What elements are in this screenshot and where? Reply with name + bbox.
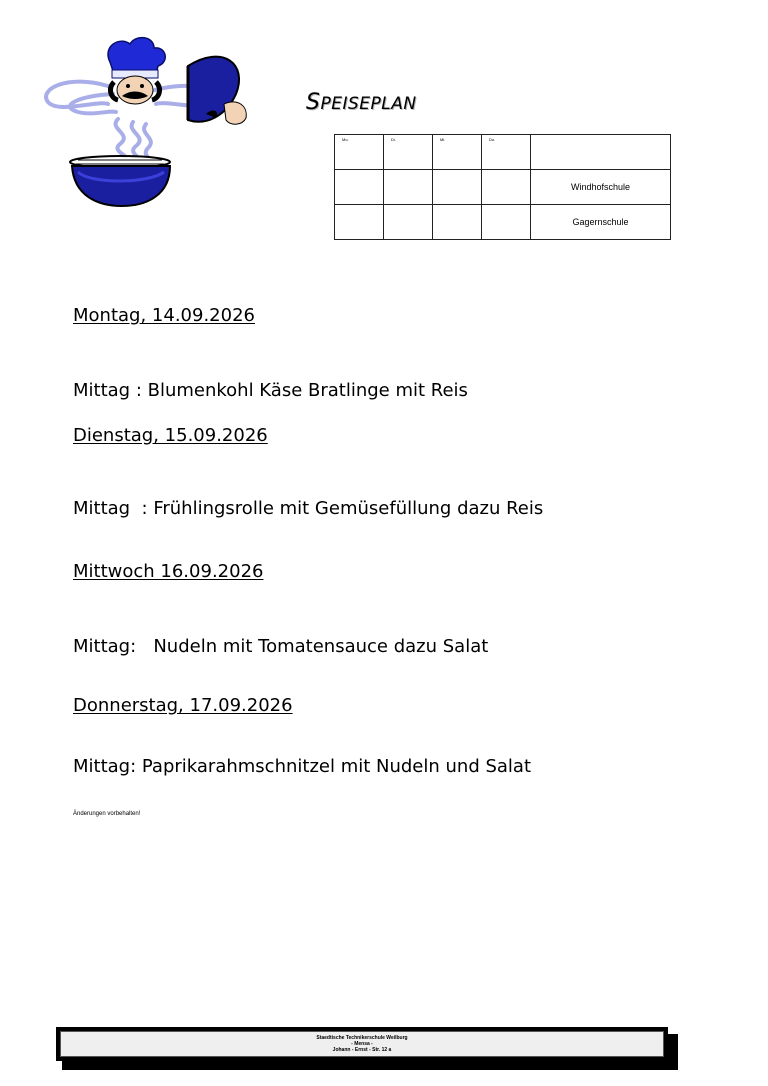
footer-line-school: Staedtische Technikerschule Weilburg — [316, 1035, 408, 1041]
grid-cell — [335, 170, 384, 205]
grid-cell — [433, 205, 482, 240]
changes-note: Änderungen vorbehalten! — [73, 811, 141, 817]
meal-wednesday: Mittag: Nudeln mit Tomatensauce dazu Salat — [73, 636, 489, 657]
grid-day-header: Mo. — [335, 135, 384, 170]
grid-row-windhofschule — [335, 170, 671, 205]
meal-monday: Mittag : Blumenkohl Käse Bratlinge mit Reis — [73, 380, 468, 401]
day-heading-thursday: Donnerstag, 17.09.2026 — [73, 695, 293, 716]
grid-cell — [482, 205, 531, 240]
grid-day-header: Di. — [384, 135, 433, 170]
schedule-grid — [334, 134, 671, 240]
footer-box — [56, 1027, 668, 1061]
grid-cell — [384, 170, 433, 205]
grid-row-gagernschule — [335, 205, 671, 240]
footer-line-mensa: - Mensa - — [351, 1041, 373, 1047]
footer-line-address: Johann - Ernst - Str. 12 a — [332, 1047, 392, 1053]
grid-cell — [433, 170, 482, 205]
footer-content — [60, 1031, 664, 1057]
chef-logo-illustration — [38, 34, 253, 210]
meal-thursday: Mittag: Paprikarahmschnitzel mit Nudeln und Salat — [73, 756, 532, 777]
grid-cell — [384, 205, 433, 240]
grid-school-header — [531, 135, 671, 170]
meal-tuesday: Mittag : Frühlingsrolle mit Gemüsefüllung dazu Reis — [73, 498, 544, 519]
page-title: SPEISEPLAN — [306, 90, 417, 115]
grid-cell — [335, 205, 384, 240]
grid-school-name: Windhofschule — [531, 170, 671, 205]
grid-school-name: Gagernschule — [531, 205, 671, 240]
grid-day-header: Do. — [482, 135, 531, 170]
grid-cell — [482, 170, 531, 205]
day-heading-tuesday: Dienstag, 15.09.2026 — [73, 425, 268, 446]
grid-header-row — [335, 135, 671, 170]
day-heading-wednesday: Mittwoch 16.09.2026 — [73, 561, 264, 582]
grid-day-header: Mi. — [433, 135, 482, 170]
day-heading-monday: Montag, 14.09.2026 — [73, 305, 255, 326]
